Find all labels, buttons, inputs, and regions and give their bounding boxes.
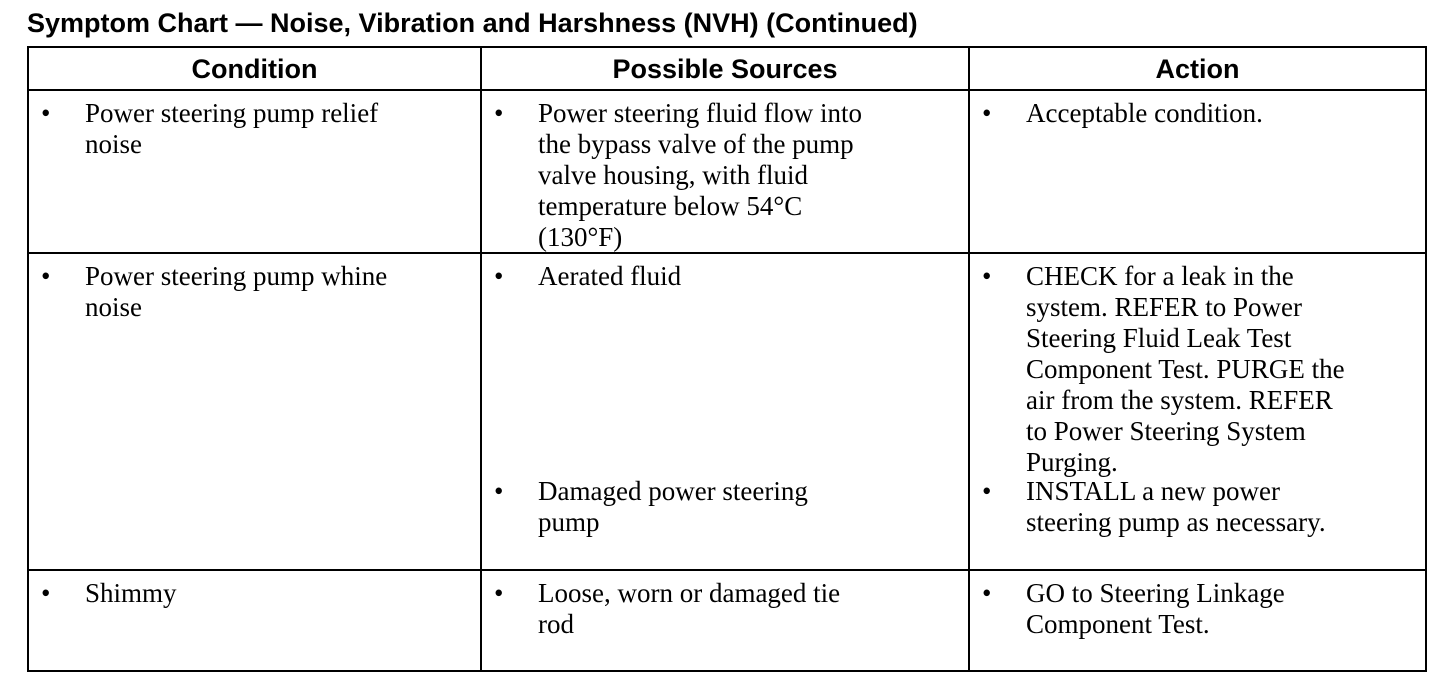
column-divider <box>480 48 482 670</box>
symptom-chart-table <box>27 46 1427 672</box>
source-text: Damaged power steering pump <box>538 476 808 537</box>
source-text: Aerated fluid <box>538 261 682 291</box>
bullet: • <box>41 261 51 291</box>
bullet: • <box>41 98 51 128</box>
bullet: • <box>494 98 504 128</box>
action-text: INSTALL a new power steering pump as necessary. <box>1026 476 1326 537</box>
condition-text: Power steering pump relief noise <box>85 98 379 159</box>
column-divider <box>968 48 970 670</box>
condition-text: Power steering pump whine noise <box>85 261 388 322</box>
source-text: Power steering fluid flow into the bypass valve of the pump valve housing, with fluid temperature below 54°C (130°F) <box>538 98 862 252</box>
action-text: GO to Steering Linkage Component Test. <box>1026 578 1285 639</box>
bullet: • <box>982 578 992 608</box>
bullet: • <box>494 578 504 608</box>
source-text: Loose, worn or damaged tie rod <box>538 578 841 639</box>
condition-text: Shimmy <box>85 578 177 608</box>
bullet: • <box>982 98 992 128</box>
header-possible-sources: Possible Sources <box>612 54 838 84</box>
page-title: Symptom Chart — Noise, Vibration and Harshness (NVH) (Continued) <box>27 8 918 38</box>
header-condition: Condition <box>191 54 318 84</box>
action-text: CHECK for a leak in the system. REFER to Power Steering Fluid Leak Test Component Test. PURGE the air from the system. REFER to Power Steering System Purging. <box>1026 261 1345 477</box>
action-text: Acceptable condition. <box>1026 98 1263 128</box>
bullet: • <box>982 476 992 506</box>
bullet: • <box>494 261 504 291</box>
header-action: Action <box>1155 54 1240 84</box>
row-divider <box>29 569 1425 571</box>
bullet: • <box>494 476 504 506</box>
bullet: • <box>982 261 992 291</box>
bullet: • <box>41 578 51 608</box>
